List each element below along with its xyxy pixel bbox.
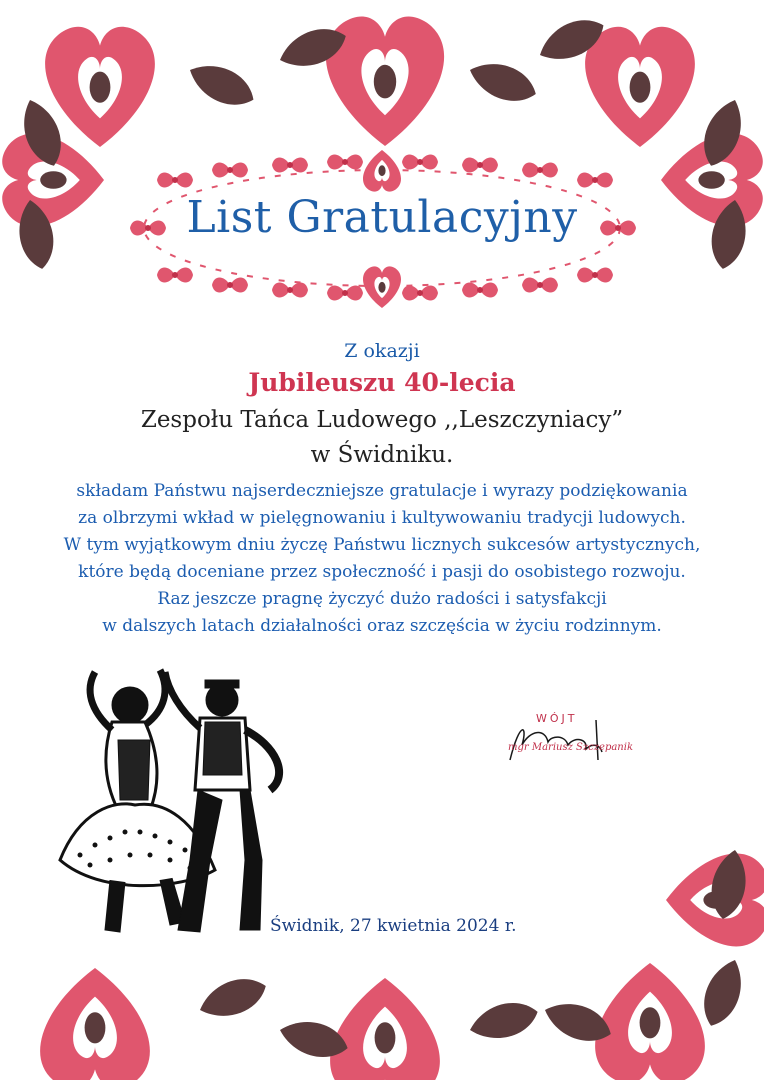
place-line: w Świdniku. [310, 442, 454, 468]
body-line: Raz jeszcze pragnę życzyć dużo radości i satysfakcji [157, 589, 607, 609]
body-line: w dalszych latach działalności oraz szczęścia w życiu rodzinnym. [102, 616, 662, 636]
body-line: które będą doceniane przez społeczność i pasji do osobistego rozwoju. [78, 562, 686, 582]
body-line: składam Państwu najserdeczniejsze gratulacje i wyrazy podziękowania [76, 481, 688, 501]
body-line: W tym wyjątkowym dniu życzę Państwu licznych sukcesów artystycznych, [63, 535, 701, 555]
letter-body [40, 478, 724, 640]
folk-dancers-illustration [60, 670, 279, 932]
jubilee-line: Jubileuszu 40-lecia [248, 368, 516, 397]
official-stamp [506, 712, 646, 772]
letter-title: List Gratulacyjny [186, 192, 578, 243]
occasion-line: Z okazji [344, 340, 420, 362]
letter-date: Świdnik, 27 kwietnia 2024 r. [270, 916, 517, 936]
stamp-office: WÓJT [536, 712, 578, 725]
ensemble-line: Zespołu Tańca Ludowego ,,Leszczyniacy” [140, 407, 624, 433]
body-line: za olbrzymi wkład w pielęgnowaniu i kultywowaniu tradycji ludowych. [78, 508, 686, 528]
stamp-name: mgr Mariusz Szczepanik [508, 742, 634, 753]
